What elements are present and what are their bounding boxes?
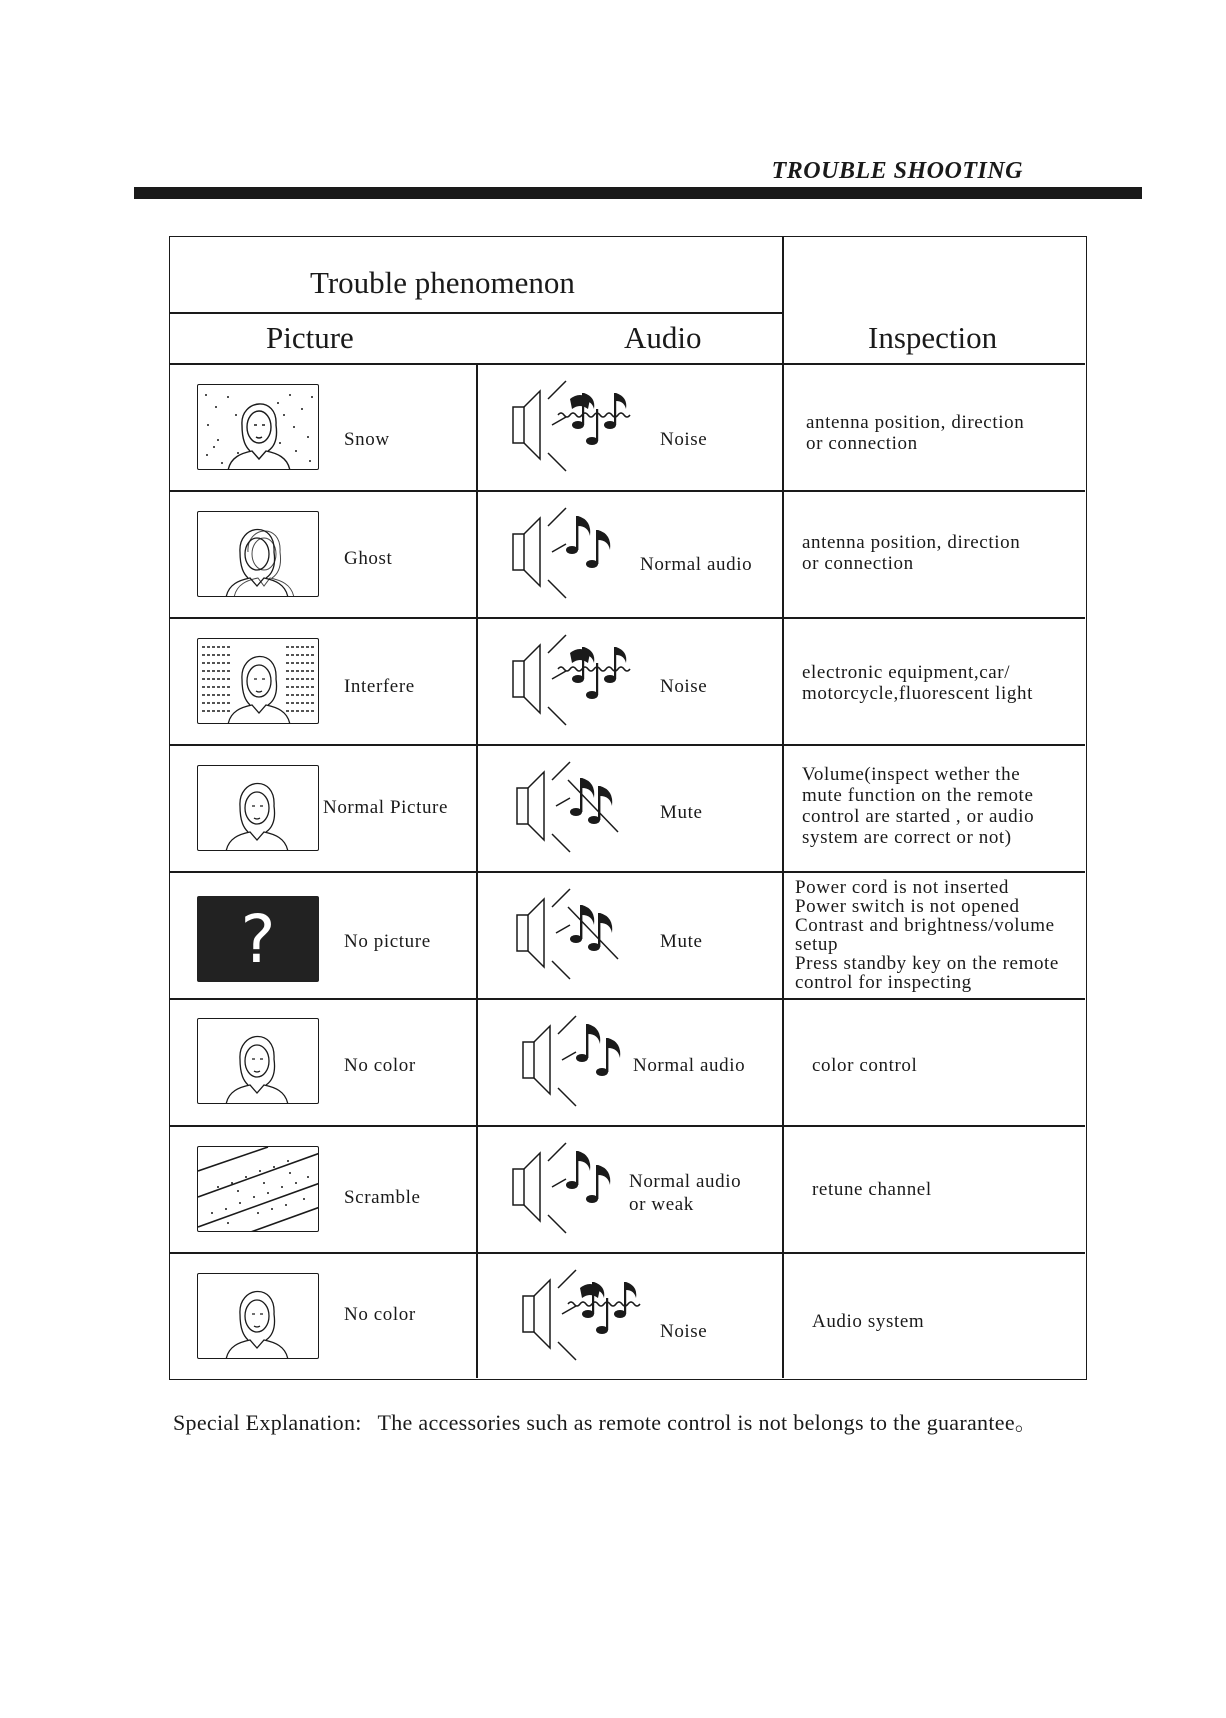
header-inspection: Inspection — [868, 320, 998, 355]
speaker-noise-icon — [510, 375, 650, 475]
speaker-noise-icon — [520, 1264, 660, 1364]
audio-label: Normal audio or weak — [629, 1171, 742, 1215]
speaker-mute-icon — [514, 756, 654, 856]
inspection-text: electronic equipment,car/ motorcycle,fluorescent light — [802, 662, 1034, 704]
inspection-text: retune channel — [812, 1179, 932, 1200]
tv-interfere-icon — [197, 638, 319, 724]
picture-label: Scramble — [344, 1187, 421, 1208]
special-explanation — [173, 1406, 1037, 1437]
audio-label: Noise — [660, 1321, 708, 1342]
inspection-text: Volume(inspect wether the mute function on the remote control are started , or audio system are correct or not) — [802, 764, 1035, 848]
inspection-text: antenna position, direction or connection — [806, 412, 1025, 454]
row-divider — [170, 1125, 1085, 1127]
inspection-text: color control — [812, 1055, 918, 1076]
picture-label: Snow — [344, 429, 390, 450]
audio-label: Normal audio — [633, 1055, 746, 1076]
picture-label: Normal Picture — [323, 797, 449, 818]
picture-label: No color — [344, 1055, 416, 1076]
tv-normal-icon — [197, 1273, 319, 1359]
row-divider — [170, 617, 1085, 619]
audio-label: Normal audio — [640, 554, 753, 575]
picture-label: Interfere — [344, 676, 415, 697]
header-picture: Picture — [266, 320, 354, 355]
picture-label: No picture — [344, 931, 431, 952]
audio-label: Noise — [660, 676, 708, 697]
row-divider — [170, 490, 1085, 492]
audio-label: Noise — [660, 429, 708, 450]
inspection-text: Power cord is not inserted Power switch is not opened Contrast and brightness/volume setup Press standby key on the remote control for inspecting — [795, 877, 1059, 993]
tv-scramble-icon — [197, 1146, 319, 1232]
footer-label: Special Explanation: — [173, 1410, 362, 1435]
audio-label: Mute — [660, 802, 703, 823]
row-divider — [170, 1252, 1085, 1254]
header-bottom — [170, 363, 1085, 365]
tv-normal-icon — [197, 765, 319, 851]
inspection-column-divider — [782, 237, 784, 1378]
footer-text: The accessories such as remote control is not belongs to the guarantee。 — [377, 1410, 1038, 1435]
inspection-text: antenna position, direction or connection — [802, 532, 1021, 574]
row-divider — [170, 871, 1085, 873]
title-rule — [134, 187, 1142, 199]
header-divider — [170, 312, 782, 314]
trouble-table — [169, 236, 1087, 1380]
inspection-text: Audio system — [812, 1311, 925, 1332]
tv-snow-icon — [197, 384, 319, 470]
picture-label: No color — [344, 1304, 416, 1325]
header-audio: Audio — [624, 320, 702, 355]
speaker-music-icon — [510, 502, 650, 602]
row-divider — [170, 744, 1085, 746]
tv-no-picture-icon — [197, 896, 319, 982]
tv-ghost-icon — [197, 511, 319, 597]
speaker-mute-icon — [514, 883, 654, 983]
audio-label: Mute — [660, 931, 703, 952]
picture-label: Ghost — [344, 548, 393, 569]
speaker-noise-icon — [510, 629, 650, 729]
row-divider — [170, 998, 1085, 1000]
question-mark-icon: ? — [240, 901, 276, 978]
tv-normal-icon — [197, 1018, 319, 1104]
header-trouble-phenomenon: Trouble phenomenon — [310, 265, 575, 300]
section-title: TROUBLE SHOOTING — [771, 158, 1023, 184]
